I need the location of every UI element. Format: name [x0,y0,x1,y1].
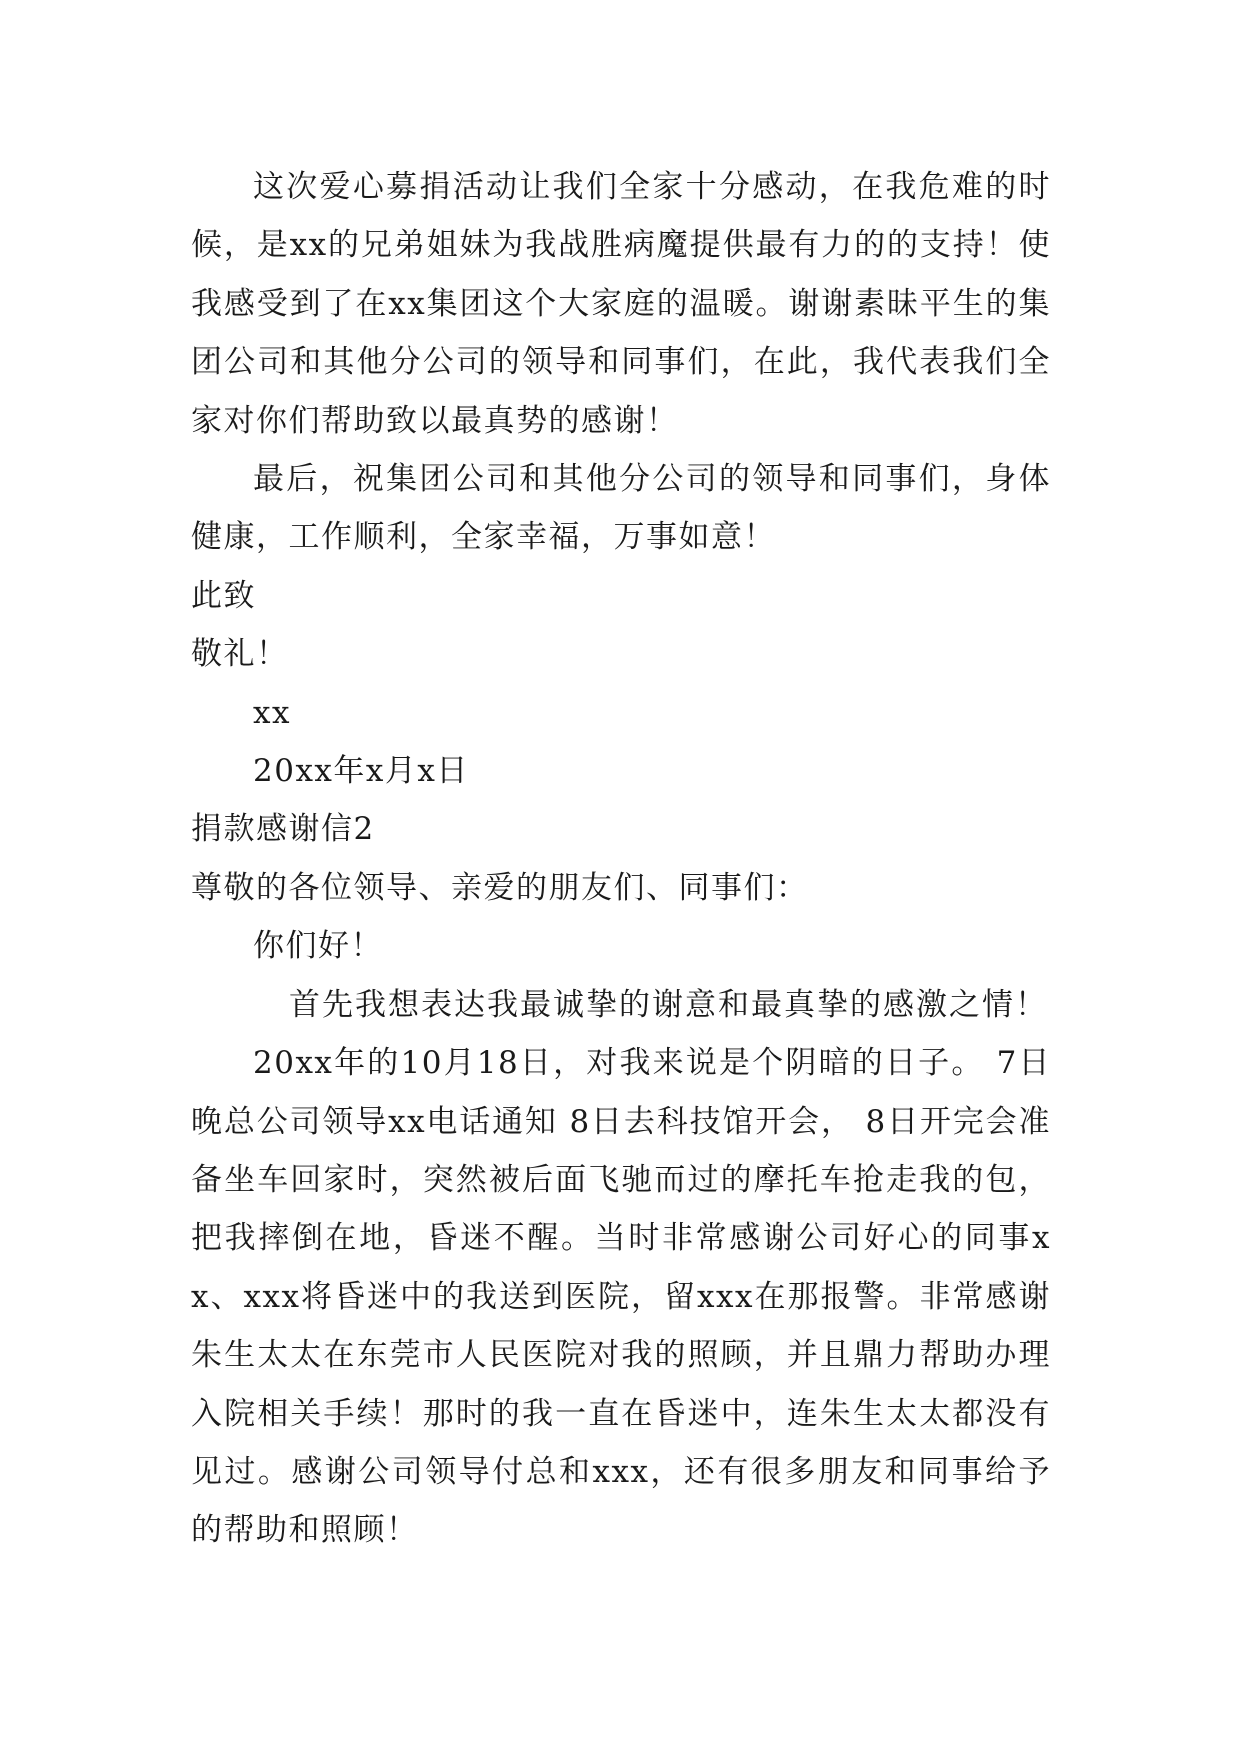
signature: xx [253,694,291,731]
letter2-title: 捐款感谢信2 [191,811,375,848]
letter1-paragraph-2: 最后，祝集团公司和其他分公司的领导和同事们，身体健康，工作顺利，全家幸福，万事如意！ [191,461,1051,556]
document-body [191,158,1051,1560]
letter2-salutation: 尊敬的各位领导、亲爱的朋友们、同事们： [191,869,809,906]
letter1-paragraph-1: 这次爱心募捐活动让我们全家十分感动，在我危难的时候，是xx的兄弟姐妹为我战胜病魔提供最有力的的支持！使我感受到了在xx集团这个大家庭的温暖。谢谢素昧平生的集团公司和其他分公司的领导和同事们，在此，我代表我们全家对你们帮助致以最真势的感谢！ [191,169,1051,439]
letter2-paragraph-2: 20xx年的10月18日，对我来说是个阴暗的日子。 7日晚总公司领导xx电话通知 8日去科技馆开会， 8日开完会准备坐车回家时，突然被后面飞驰而过的摩托车抢走我的包，把我摔倒在地，昏迷不醒。当时非常感谢公司好心的同事xx、xxx将昏迷中的我送到医院，留xxx在那报警。非常感谢朱生太太在东莞市人民医院对我的照顾，并且鼎力帮助办理入院相关手续！那时的我一直在昏迷中，连朱生太太都没有见过。感谢公司领导付总和xxx，还有很多朋友和同事给予的帮助和照顾！ [191,1045,1051,1549]
letter2-paragraph-1: 首先我想表达我最诚挚的谢意和最真挚的感激之情！ [289,986,1048,1023]
letter2-greeting: 你们好！ [253,928,383,965]
closing-line-1: 此致 [191,577,256,614]
letter-date: 20xx年x月x日 [253,753,469,790]
closing-line-2: 敬礼！ [191,636,289,673]
